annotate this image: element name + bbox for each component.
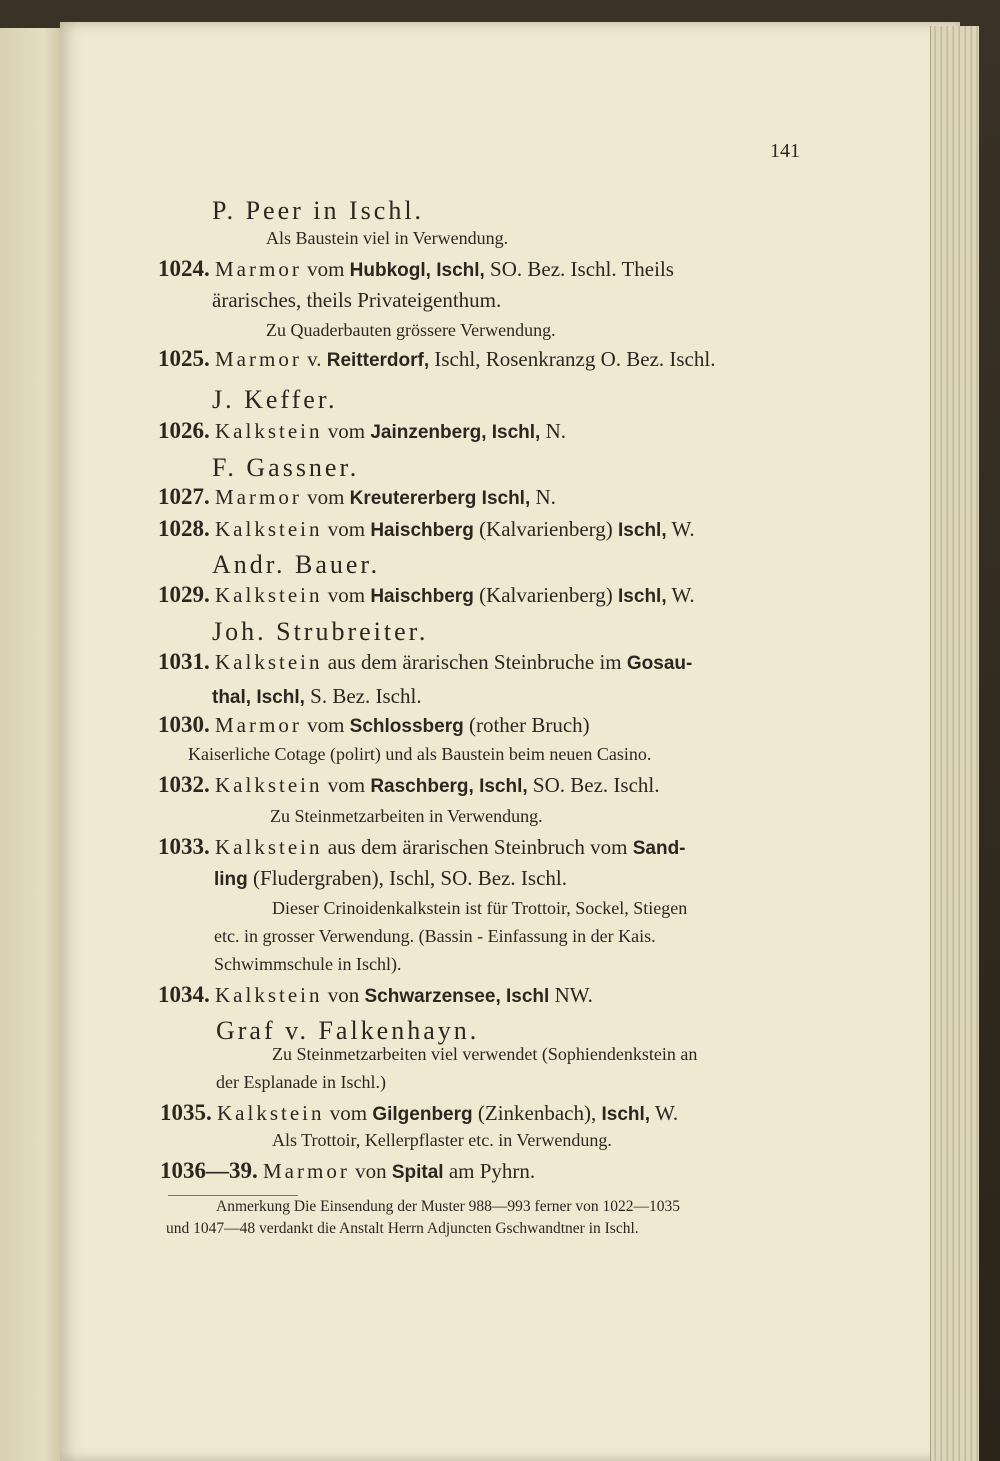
entry-location: SO. Bez. Ischl. xyxy=(532,773,660,797)
entry-preposition: vom xyxy=(327,583,366,607)
entry-number: 1029. xyxy=(158,582,210,607)
entry-place: Gilgenberg xyxy=(372,1104,473,1125)
entry-preposition: vom xyxy=(327,773,366,797)
entry-1024-note: Zu Quaderbauten grössere Verwendung. xyxy=(266,320,556,340)
entry-material: Kalkstein xyxy=(215,419,323,443)
entry-1029 xyxy=(158,582,695,608)
entry-place-town: Ischl, xyxy=(618,586,667,607)
section-note-peer: Als Baustein viel in Verwendung. xyxy=(266,228,509,248)
entry-1031 xyxy=(158,649,692,675)
entry-preposition: vom xyxy=(327,419,366,443)
entry-description: aus dem ärarischen Steinbruch vom xyxy=(327,835,628,859)
entry-1033-note-line3: Schwimmschule in Ischl). xyxy=(214,954,402,974)
entry-place: Jainzenberg, Ischl, xyxy=(370,422,541,443)
entry-number: 1028. xyxy=(158,516,210,541)
entry-location: N. xyxy=(545,419,566,443)
entry-place-detail: (Kalvarienberg) xyxy=(479,517,613,541)
entry-1033 xyxy=(158,834,686,860)
entry-place-town: Ischl, xyxy=(618,520,667,541)
entry-number: 1035. xyxy=(160,1100,212,1125)
entry-1032-note: Zu Steinmetzarbeiten in Verwendung. xyxy=(270,806,543,826)
entry-material: Kalkstein xyxy=(215,583,323,607)
entry-material: Kalkstein xyxy=(215,835,323,859)
section-note-falkenhayn-line1: Zu Steinmetzarbeiten viel verwendet (Sophiendenkstein an xyxy=(272,1044,698,1064)
entry-1033-line2 xyxy=(214,866,567,891)
entry-location: S. Bez. Ischl. xyxy=(310,684,422,708)
entry-number: 1024. xyxy=(158,256,210,281)
entry-preposition: vom xyxy=(307,257,345,281)
entry-number: 1030. xyxy=(158,712,210,737)
entry-location: NW. xyxy=(554,983,593,1007)
entry-location: Ischl, Rosenkranzg O. Bez. Ischl. xyxy=(434,347,716,371)
entry-1024-line2: ärarisches, theils Privateigenthum. xyxy=(212,288,502,312)
entry-location: W. xyxy=(654,1101,679,1125)
section-heading-falkenhayn: Graf v. Falkenhayn. xyxy=(216,1016,480,1045)
entry-1028 xyxy=(158,516,695,542)
entry-location: (Fludergraben), Ischl, SO. Bez. Ischl. xyxy=(253,866,567,890)
entry-material: Marmor xyxy=(263,1159,350,1183)
entry-material: Marmor xyxy=(215,713,302,737)
section-note-falkenhayn-line2: der Esplanade in Ischl.) xyxy=(216,1072,386,1092)
section-heading-bauer: Andr. Bauer. xyxy=(212,550,381,579)
entry-number: 1025. xyxy=(158,346,210,371)
entry-material: Marmor xyxy=(215,485,302,509)
entry-location: N. xyxy=(535,485,556,509)
entry-1030-note: Kaiserliche Cotage (polirt) und als Baustein beim neuen Casino. xyxy=(188,744,652,764)
entry-number: 1032. xyxy=(158,772,210,797)
section-heading-gassner: F. Gassner. xyxy=(212,453,360,482)
entry-material: Kalkstein xyxy=(215,517,323,541)
section-heading-strubreiter: Joh. Strubreiter. xyxy=(212,617,429,646)
entry-1036-39 xyxy=(160,1158,535,1184)
entry-place: Hubkogl, Ischl, xyxy=(349,260,485,281)
entry-material: Kalkstein xyxy=(215,773,323,797)
entry-1025 xyxy=(158,346,715,372)
entry-place: Spital xyxy=(391,1162,444,1183)
entry-number: 1034. xyxy=(158,982,210,1007)
entry-location: W. xyxy=(671,583,695,607)
entry-number: 1033. xyxy=(158,834,210,859)
entry-place: Schlossberg xyxy=(349,716,464,737)
entry-1035-note: Als Trottoir, Kellerpflaster etc. in Verwendung. xyxy=(272,1130,612,1150)
entry-1027 xyxy=(158,484,556,510)
entry-material: Kalkstein xyxy=(217,1101,325,1125)
entry-1031-line2 xyxy=(212,684,422,709)
entry-number: 1036—39. xyxy=(160,1158,258,1183)
entry-number: 1031. xyxy=(158,649,210,674)
entry-place-detail: (Zinkenbach), xyxy=(477,1101,597,1125)
entry-location: SO. Bez. Ischl. Theils xyxy=(490,257,674,281)
entry-description: aus dem ärarischen Steinbruche im xyxy=(327,650,622,674)
entry-1033-note-line2: etc. in grosser Verwendung. (Bassin - Einfassung in der Kais. xyxy=(214,926,656,946)
facing-page-edge xyxy=(0,28,63,1461)
entry-1033-note-line1: Dieser Crinoidenkalkstein ist für Trottoir, Sockel, Stiegen xyxy=(272,898,688,918)
page-stack-edge xyxy=(930,26,979,1461)
section-heading-keffer: J. Keffer. xyxy=(212,385,338,414)
footnote-line1: Anmerkung Die Einsendung der Muster 988—993 ferner von 1022—1035 xyxy=(216,1198,681,1215)
entry-preposition: von xyxy=(355,1159,387,1183)
entry-place: Gosau- xyxy=(626,653,693,674)
entry-material: Marmor xyxy=(215,347,302,371)
footnote-rule xyxy=(168,1195,298,1196)
entry-preposition: vom xyxy=(307,713,345,737)
section-heading-peer: P. Peer in Ischl. xyxy=(212,196,425,225)
entry-preposition: vom xyxy=(307,485,345,509)
entry-1030 xyxy=(158,712,590,738)
entry-place: Schwarzensee, Ischl xyxy=(364,986,550,1007)
entry-1032 xyxy=(158,772,660,798)
entry-1035 xyxy=(160,1100,678,1126)
entry-location: (rother Bruch) xyxy=(468,713,590,737)
entry-preposition: vom xyxy=(327,517,366,541)
entry-material: Kalkstein xyxy=(215,983,323,1007)
entry-1026 xyxy=(158,418,566,444)
entry-place: thal, Ischl, xyxy=(212,687,305,708)
footnote-line2: und 1047—48 verdankt die Anstalt Herrn Adjuncten Gschwandtner in Ischl. xyxy=(166,1220,639,1237)
entry-place: Reitterdorf, xyxy=(326,350,430,371)
entry-place: Haischberg xyxy=(370,586,474,607)
entry-number: 1027. xyxy=(158,484,210,509)
entry-location: W. xyxy=(671,517,695,541)
entry-preposition: v. xyxy=(307,347,322,371)
entry-1024 xyxy=(158,256,674,282)
entry-place-detail: (Kalvarienberg) xyxy=(479,583,613,607)
entry-place-town: Ischl, xyxy=(601,1104,651,1125)
entry-1034 xyxy=(158,982,593,1008)
entry-place: Raschberg, Ischl, xyxy=(370,776,528,797)
entry-place: Kreutererberg Ischl, xyxy=(349,488,531,509)
page-number: 141 xyxy=(770,140,800,162)
entry-preposition: vom xyxy=(329,1101,368,1125)
entry-location: am Pyhrn. xyxy=(448,1159,536,1183)
entry-number: 1026. xyxy=(158,418,210,443)
book-page xyxy=(60,22,960,1461)
entry-place: Haischberg xyxy=(370,520,474,541)
entry-place: Sand- xyxy=(632,838,686,859)
entry-material: Kalkstein xyxy=(215,650,323,674)
entry-place: ling xyxy=(214,869,248,890)
entry-preposition: von xyxy=(327,983,360,1007)
entry-material: Marmor xyxy=(215,257,302,281)
